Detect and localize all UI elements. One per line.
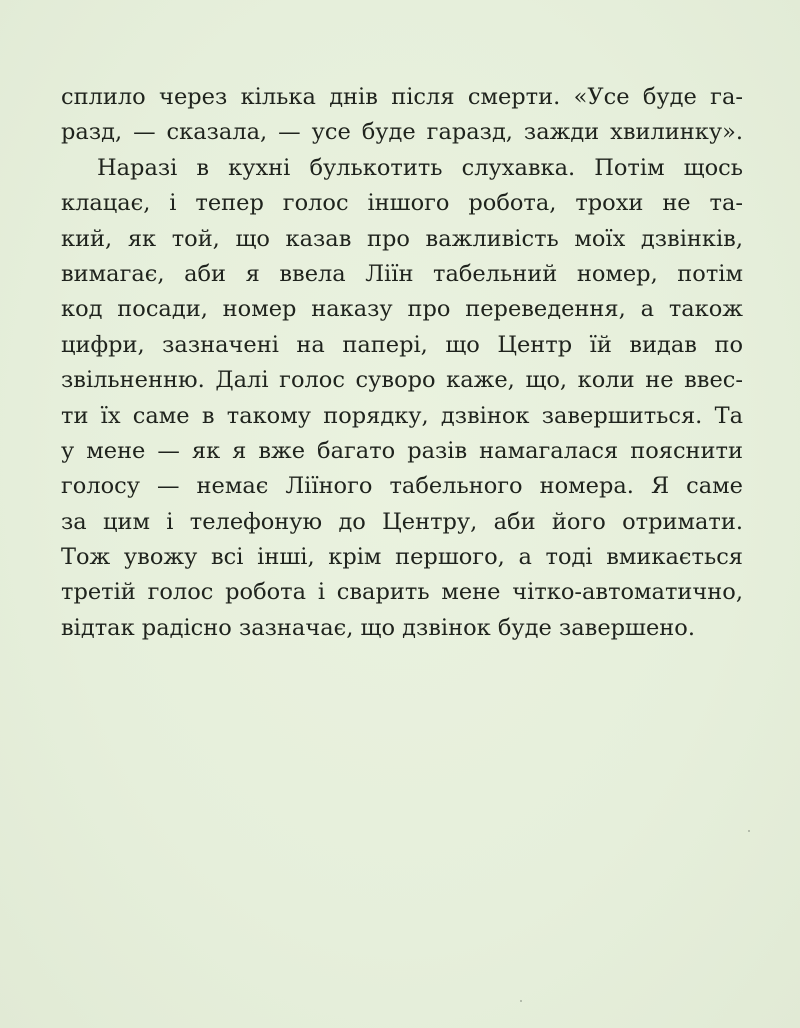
paper-speck (520, 1000, 522, 1002)
text-line: код посади, номер наказу про переведення, а також (61, 296, 743, 323)
text-line: кий, як той, що казав про важливість моїх дзвінків, (61, 225, 743, 252)
text-line: клацає, і тепер голос іншого робота, трохи не та- (61, 190, 743, 217)
text-line: голосу — немає Ліїного табельного номера. Я саме (61, 473, 743, 500)
text-line: сплило через кілька днів після смерти. «Усе буде га- (61, 84, 743, 110)
paragraph-last-line: відтак радісно зазначає, що дзвінок буде завершено. (61, 614, 695, 641)
text-line: цифри, зазначені на папері, що Центр їй видав по (61, 331, 743, 358)
text-line: Тож увожу всі інші, крім першого, а тоді вмикається (61, 544, 743, 571)
text-line: за цим і телефоную до Центру, аби його отримати. (61, 508, 743, 535)
text-line: разд, — сказала, — усе буде гаразд, зажди хвилинку». (61, 119, 743, 146)
body-text (61, 80, 743, 646)
text-line: ти їх саме в такому порядку, дзвінок завершиться. Та (61, 402, 743, 429)
paper-speck (748, 830, 750, 832)
paragraph-first-line: Наразі в кухні булькотить слухавка. Потім щось (97, 154, 743, 181)
text-line: третій голос робота і сварить мене чітко-автоматично, (61, 579, 743, 606)
text-line: звільненню. Далі голос суворо каже, що, коли не ввес- (61, 367, 743, 394)
text-line: у мене — як я вже багато разів намагалася пояснити (61, 437, 743, 464)
text-line: вимагає, аби я ввела Ліїн табельний номер, потім (61, 260, 743, 287)
